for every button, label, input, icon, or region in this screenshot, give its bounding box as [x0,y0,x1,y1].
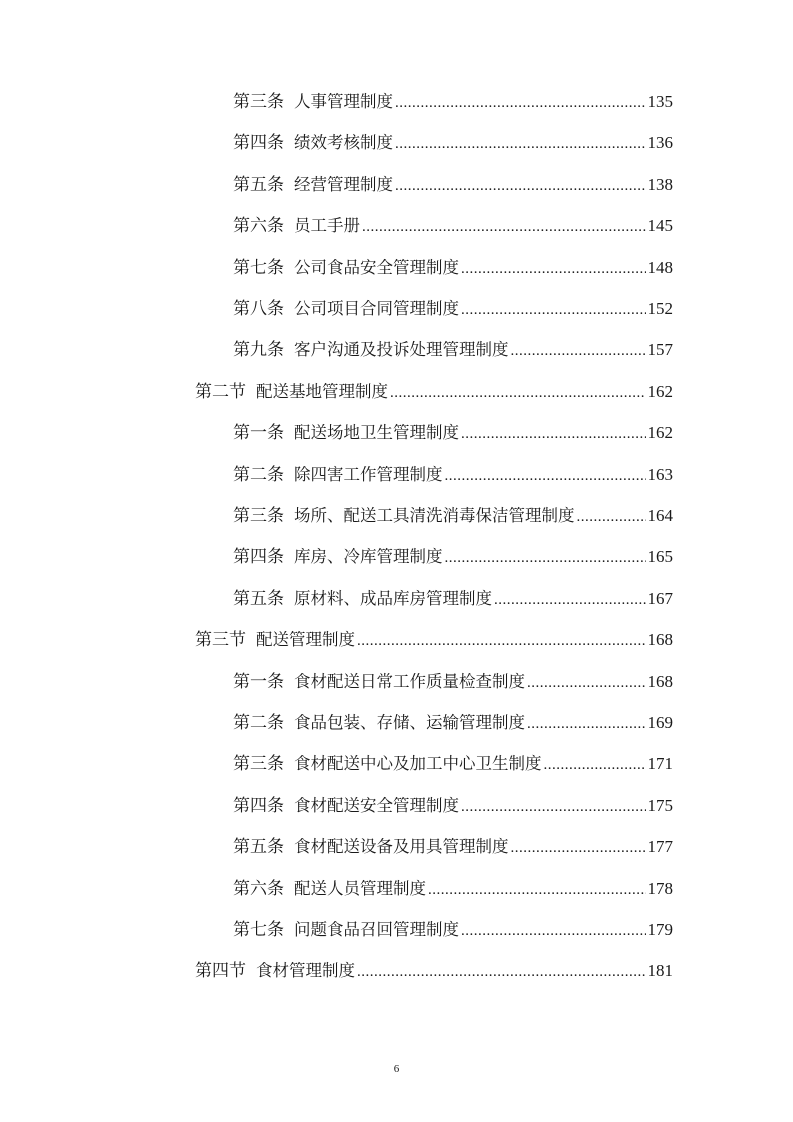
toc-entry-page-number: 152 [647,299,673,318]
toc-dot-leader [494,585,646,615]
toc-entry-title: 客户沟通及投诉处理管理制度 [294,340,509,360]
toc-entry-title: 食材配送安全管理制度 [294,795,459,815]
toc-article-entry[interactable] [233,460,673,490]
toc-section-entry[interactable] [195,625,673,655]
toc-entry-page-number: 175 [647,795,673,815]
toc-entry-label: 第五条 [233,174,284,195]
toc-article-entry[interactable] [233,874,673,904]
toc-dot-leader [357,957,646,987]
toc-entry-title: 食材配送中心及加工中心卫生制度 [294,754,542,774]
toc-dot-leader [527,709,646,739]
toc-entry-title: 库房、冷库管理制度 [294,547,443,567]
toc-article-entry[interactable] [233,335,673,365]
toc-entry-label: 第四节 [195,961,246,982]
toc-entry-page-number: 148 [647,257,673,277]
toc-article-entry[interactable] [233,87,673,117]
toc-dot-leader [445,543,646,573]
toc-entry-page-number: 135 [647,92,673,111]
toc-dot-leader [511,336,646,366]
toc-dot-leader [428,875,646,905]
toc-entry-page-number: 167 [647,588,673,608]
toc-article-entry[interactable] [233,542,673,572]
toc-dot-leader [357,626,646,656]
toc-entry-title: 配送场地卫生管理制度 [294,423,459,443]
toc-entry-label: 第二条 [233,464,284,485]
toc-entry-label: 第四条 [233,133,284,154]
toc-dot-leader [445,461,646,491]
toc-entry-label: 第三条 [233,754,284,775]
toc-entry-page-number: 162 [647,381,673,401]
toc-section-entry[interactable] [195,377,673,407]
toc-dot-leader [461,792,646,822]
toc-entry-label: 第七条 [233,257,284,278]
toc-entry-title: 食品包装、存储、运输管理制度 [294,713,525,732]
toc-dot-leader [461,916,646,946]
toc-entry-label: 第七条 [233,920,284,940]
toc-article-entry[interactable] [233,501,673,531]
toc-entry-title: 除四害工作管理制度 [294,464,443,484]
toc-dot-leader [544,750,646,780]
toc-entry-page-number: 163 [647,464,673,484]
toc-entry-page-number: 178 [647,878,673,898]
toc-entry-title: 员工手册 [294,216,360,236]
toc-article-entry[interactable] [233,749,673,779]
toc-entry-label: 第九条 [233,340,284,361]
toc-entry-label: 第五条 [233,837,284,858]
toc-entry-label: 第三条 [233,506,284,526]
toc-entry-label: 第四条 [233,795,284,816]
toc-entry-title: 人事管理制度 [294,92,393,111]
toc-entry-label: 第一条 [233,671,284,692]
toc-entry-title: 原材料、成品库房管理制度 [294,588,492,608]
toc-entry-label: 第六条 [233,216,284,237]
toc-entry-title: 场所、配送工具清洗消毒保洁管理制度 [294,506,575,525]
toc-article-entry[interactable] [233,791,673,821]
toc-entry-page-number: 157 [647,340,673,360]
toc-entry-label: 第三条 [233,92,284,112]
toc-dot-leader [577,502,646,532]
toc-entry-title: 配送基地管理制度 [256,381,388,401]
toc-entry-page-number: 136 [647,133,673,153]
page-number: 6 [393,1063,400,1075]
toc-entry-page-number: 145 [647,216,673,236]
toc-entry-page-number: 179 [647,920,673,939]
toc-dot-leader [461,254,646,284]
toc-entry-page-number: 169 [647,713,673,732]
toc-article-entry[interactable] [233,708,673,738]
toc-dot-leader [461,295,646,325]
toc-article-entry[interactable] [233,832,673,862]
toc-article-entry[interactable] [233,418,673,448]
toc-entry-title: 配送管理制度 [256,630,355,650]
toc-article-entry[interactable] [233,667,673,697]
toc-entry-label: 第八条 [233,299,284,319]
toc-entry-page-number: 164 [647,506,673,525]
toc-entry-title: 绩效考核制度 [294,133,393,153]
toc-dot-leader [527,668,646,698]
toc-dot-leader [395,88,646,118]
toc-entry-label: 第一条 [233,423,284,444]
toc-entry-label: 第四条 [233,547,284,568]
toc-article-entry[interactable] [233,915,673,945]
toc-dot-leader [395,171,646,201]
toc-entry-page-number: 138 [647,174,673,194]
toc-entry-title: 公司食品安全管理制度 [294,257,459,277]
toc-entry-title: 食材配送设备及用具管理制度 [294,837,509,857]
toc-entry-label: 第六条 [233,878,284,899]
toc-entry-page-number: 177 [647,837,673,857]
toc-article-entry[interactable] [233,128,673,158]
toc-article-entry[interactable] [233,584,673,614]
toc-dot-leader [362,212,646,242]
toc-entry-page-number: 165 [647,547,673,567]
toc-entry-page-number: 168 [647,630,673,650]
toc-article-entry[interactable] [233,211,673,241]
toc-entry-page-number: 181 [647,961,673,981]
toc-article-entry[interactable] [233,253,673,283]
toc-entry-label: 第二条 [233,713,284,733]
toc-dot-leader [461,419,646,449]
toc-entry-page-number: 171 [647,754,673,774]
toc-entry-title: 食材管理制度 [256,961,355,981]
toc-entry-page-number: 168 [647,671,673,691]
toc-entry-label: 第五条 [233,588,284,609]
toc-entry-title: 食材配送日常工作质量检查制度 [294,671,525,691]
toc-dot-leader [511,833,646,863]
toc-section-entry[interactable] [195,956,673,986]
toc-article-entry[interactable] [233,170,673,200]
toc-article-entry[interactable] [233,294,673,324]
toc-entry-label: 第二节 [195,381,246,402]
toc-entry-label: 第三节 [195,630,246,651]
toc-entry-title: 配送人员管理制度 [294,878,426,898]
toc-entry-title: 经营管理制度 [294,174,393,194]
toc-entry-title: 问题食品召回管理制度 [294,920,459,939]
toc-entry-title: 公司项目合同管理制度 [294,299,459,318]
toc-dot-leader [390,378,646,408]
toc-entry-page-number: 162 [647,423,673,443]
toc-dot-leader [395,129,646,159]
